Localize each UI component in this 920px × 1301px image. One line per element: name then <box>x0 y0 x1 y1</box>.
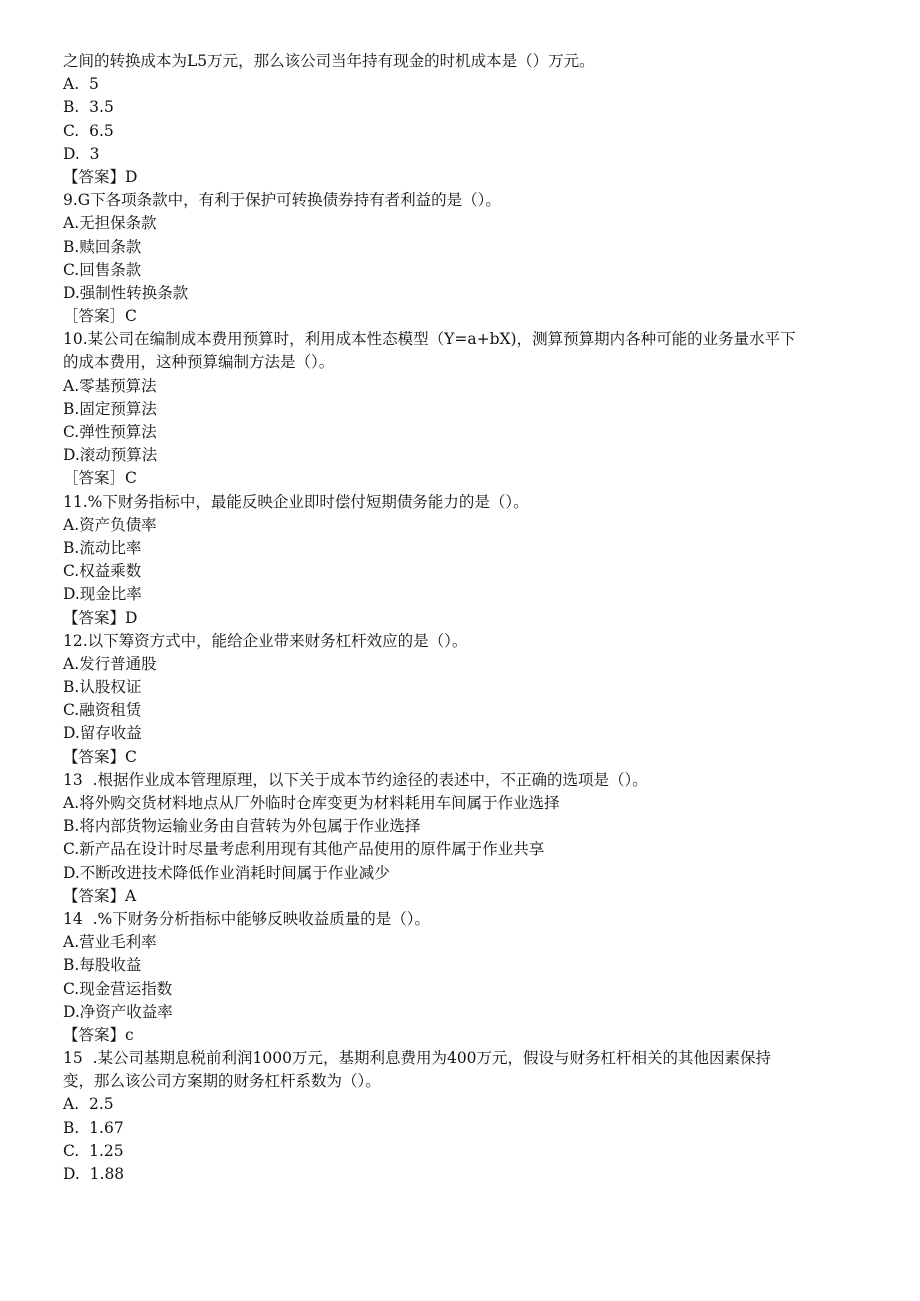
question-line: 14 .%下财务分析指标中能够反映收益质量的是（）。 <box>63 909 430 928</box>
question-line: 变，那么该公司方案期的财务杠杆系数为（）。 <box>63 1072 381 1091</box>
option-line: C. 1.25 <box>63 1141 124 1160</box>
option-line: D.不断改进技术降低作业消耗时间属于作业减少 <box>63 863 390 882</box>
option-line: D.净资产收益率 <box>63 1002 173 1021</box>
answer-line: 【答案】A <box>63 886 137 905</box>
option-line: B.赎回条款 <box>63 237 142 256</box>
option-line: C.新产品在设计时尽量考虑利用现有其他产品使用的原件属于作业共享 <box>63 840 545 859</box>
option-line: A.资产负债率 <box>63 515 157 534</box>
option-line: D.滚动预算法 <box>63 446 158 465</box>
option-line: A.发行普通股 <box>63 654 157 673</box>
option-line: D. 3 <box>63 144 100 163</box>
answer-line: 【答案】D <box>63 608 138 627</box>
option-line: C.回售条款 <box>63 260 142 279</box>
option-line: B.将内部货物运输业务由自营转为外包属于作业选择 <box>63 817 421 836</box>
answer-line: 【答案】D <box>63 167 138 186</box>
question-line: 9.G下各项条款中，有利于保护可转换债券持有者利益的是（）。 <box>63 191 501 210</box>
option-line: B. 1.67 <box>63 1118 124 1137</box>
question-line: 12.以下筹资方式中，能给企业带来财务杠杆效应的是（）。 <box>63 631 468 650</box>
answer-line: ［答案］C <box>63 307 137 326</box>
option-line: D.留存收益 <box>63 724 142 743</box>
option-line: A.营业毛利率 <box>63 933 157 952</box>
question-line: 10.某公司在编制成本费用预算时，利用成本性态模型（Y=a+bX)，测算预算期内各种可能的业务量水平下 <box>63 330 796 349</box>
option-line: C.权益乘数 <box>63 562 142 581</box>
text-line: 之间的转换成本为L5万元，那么该公司当年持有现金的时机成本是（）万元。 <box>63 52 595 70</box>
option-line: B.流动比率 <box>63 538 142 557</box>
option-line: D.现金比率 <box>63 585 142 604</box>
option-line: C.弹性预算法 <box>63 423 157 441</box>
option-line: B.认股权证 <box>63 678 142 697</box>
option-line: A. 5 <box>63 75 99 94</box>
option-line: B. 3.5 <box>63 98 114 117</box>
option-line: C.现金营运指数 <box>63 979 173 998</box>
option-line: A.无担保条款 <box>63 214 157 233</box>
answer-line: 【答案】c <box>63 1025 134 1044</box>
option-line: D.强制性转换条款 <box>63 283 189 302</box>
option-line: A. 2.5 <box>63 1095 114 1114</box>
option-line: C. 6.5 <box>63 121 114 140</box>
option-line: B.固定预算法 <box>63 399 157 418</box>
option-line: A.将外购交货材料地点从厂外临时仓库变更为材料耗用车间属于作业选择 <box>63 794 560 812</box>
answer-line: ［答案］C <box>63 469 137 488</box>
option-line: D. 1.88 <box>63 1165 125 1183</box>
option-line: A.零基预算法 <box>63 376 157 395</box>
question-line: 的成本费用，这种预算编制方法是（）。 <box>63 353 335 372</box>
question-line: 13 .根据作业成本管理原理，以下关于成本节约途径的表述中，不正确的选项是（）。 <box>63 770 648 789</box>
question-line: 11.%下财务指标中，最能反映企业即时偿付短期债务能力的是（）。 <box>63 492 529 511</box>
question-line: 15 .某公司基期息税前利润1000万元，基期利息费用为400万元，假设与财务杠杆相关的其他因素保持 <box>63 1049 772 1068</box>
document-page <box>63 50 863 1186</box>
option-line: C.融资租赁 <box>63 701 142 720</box>
answer-line: 【答案】C <box>63 747 137 766</box>
option-line: B.每股收益 <box>63 956 142 975</box>
